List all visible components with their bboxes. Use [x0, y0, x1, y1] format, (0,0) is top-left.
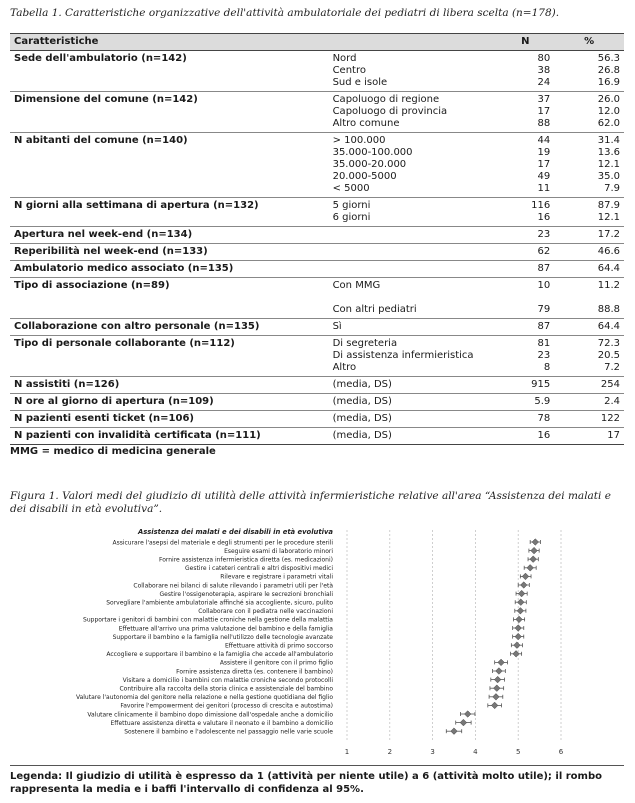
- table-row: [10, 411, 624, 428]
- row-count: 23: [537, 229, 551, 240]
- row-label: Collaborazione con altro personale (n=135): [10, 319, 329, 336]
- row-subcategory: Nord: [332, 53, 357, 64]
- row-subcategory: Altro comune: [332, 118, 400, 129]
- row-count: 23: [537, 350, 551, 361]
- table-row: [10, 394, 624, 411]
- table-row: [10, 198, 624, 227]
- mean-diamond: [498, 659, 505, 666]
- row-subcategory: 20.000-5000: [332, 171, 397, 182]
- mean-diamond: [460, 719, 467, 726]
- row-percent: 13.6: [597, 147, 620, 158]
- row-count: 78: [537, 413, 551, 424]
- row-subcategory: Con MMG: [332, 280, 381, 291]
- row-subcategory: [333, 263, 493, 275]
- mean-diamond: [516, 616, 523, 623]
- row-count-cell: [496, 319, 554, 336]
- row-count-cell: [496, 336, 554, 377]
- row-percent: 16.9: [597, 77, 620, 88]
- row-percent: 12.1: [597, 212, 620, 223]
- mean-diamond: [520, 582, 527, 589]
- row-percent: 87.9: [597, 200, 620, 211]
- row-count: 49: [537, 171, 551, 182]
- row-percent: 64.4: [597, 321, 620, 332]
- header-subcategory: [329, 34, 497, 51]
- row-subcategory-cell: [329, 51, 497, 92]
- row-subcategory-cell: [329, 92, 497, 133]
- row-percent-cell: [554, 336, 624, 377]
- table-row: [10, 428, 624, 445]
- row-subcategory-cell: [329, 227, 497, 244]
- row-percent-cell: [554, 261, 624, 278]
- row-count: 16: [537, 430, 551, 441]
- row-percent: 62.0: [597, 118, 620, 129]
- row-count-cell: [496, 377, 554, 394]
- row-count: 87: [537, 263, 551, 274]
- row-label: Dimensione del comune (n=142): [10, 92, 329, 133]
- table-row: [10, 133, 624, 198]
- row-label: Apertura nel week-end (n=134): [10, 227, 329, 244]
- row-subcategory: > 100.000: [332, 135, 386, 146]
- row-percent: 46.6: [597, 246, 620, 257]
- activity-label: Fornire assistenza infermieristica diretta (es. medicazioni): [158, 556, 333, 564]
- row-subcategory: 6 giorni: [332, 212, 371, 223]
- forest-plot: [8, 522, 628, 757]
- row-subcategory: Sì: [332, 321, 342, 332]
- activity-label: Valutare l'autonomia del genitore nella relazione e nella gestione quotidiana del figlio: [75, 694, 333, 702]
- table-row: [10, 336, 624, 377]
- activity-label: Sostenere il bambino e l'adolescente nel passaggio nelle varie scuole: [124, 728, 333, 736]
- row-count: 81: [537, 338, 551, 349]
- row-subcategory-cell: [329, 319, 497, 336]
- mean-diamond: [530, 556, 537, 563]
- row-subcategory-cell: [329, 428, 497, 445]
- row-percent: 31.4: [597, 135, 620, 146]
- row-subcategory-cell: [329, 244, 497, 261]
- row-count-cell: [496, 261, 554, 278]
- row-count: 116: [531, 200, 551, 211]
- header-percent: %: [554, 34, 624, 51]
- row-count: 17: [537, 159, 551, 170]
- activity-label: Rilevare e registrare i parametri vitali: [220, 573, 333, 581]
- row-subcategory: [333, 292, 493, 304]
- row-label: Reperibilità nel week-end (n=133): [10, 244, 329, 261]
- row-label: N pazienti esenti ticket (n=106): [10, 411, 329, 428]
- x-tick-label: 4: [473, 748, 478, 756]
- x-tick-label: 1: [344, 748, 350, 756]
- row-label: Tipo di associazione (n=89): [10, 278, 329, 319]
- row-label: N ore al giorno di apertura (n=109): [10, 394, 329, 411]
- row-label: Ambulatorio medico associato (n=135): [10, 261, 329, 278]
- activity-label: Effettuare attività di primo soccorso: [224, 642, 333, 650]
- row-count: 17: [537, 106, 551, 117]
- row-subcategory: Capoluogo di provincia: [332, 106, 448, 117]
- table-row: [10, 278, 624, 319]
- row-count-cell: [496, 198, 554, 227]
- row-percent: 88.8: [597, 304, 620, 315]
- row-count: [500, 292, 550, 304]
- row-subcategory-cell: [329, 411, 497, 428]
- row-count: 37: [537, 94, 551, 105]
- row-subcategory: 35.000-100.000: [332, 147, 413, 158]
- row-count: 38: [537, 65, 551, 76]
- row-subcategory-cell: [329, 198, 497, 227]
- header-characteristics: Caratteristiche: [10, 34, 329, 51]
- row-count-cell: [496, 394, 554, 411]
- row-subcategory: 5 giorni: [332, 200, 371, 211]
- row-subcategory: [333, 246, 493, 258]
- activity-label: Gestire l'ossigenoterapia, aspirare le secrezioni bronchiali: [159, 590, 333, 598]
- row-count-cell: [496, 227, 554, 244]
- row-count: 5.9: [534, 396, 551, 407]
- row-count-cell: [496, 92, 554, 133]
- row-percent-cell: [554, 92, 624, 133]
- row-subcategory-cell: [329, 133, 497, 198]
- mean-diamond: [494, 676, 501, 683]
- header-n: N: [496, 34, 554, 51]
- row-percent: 254: [600, 379, 620, 390]
- table-caption: Tabella 1. Caratteristiche organizzative dell'attività ambulatoriale dei pediatri di libera scelta (n=178).: [10, 7, 560, 19]
- row-count: 24: [537, 77, 551, 88]
- row-subcategory: [333, 229, 493, 241]
- row-subcategory: Altro: [332, 362, 357, 373]
- row-count: 19: [537, 147, 551, 158]
- activity-label: Assistere il genitore con il primo figlio: [219, 659, 333, 667]
- row-subcategory: (media, DS): [332, 430, 392, 441]
- row-subcategory-cell: [329, 261, 497, 278]
- row-percent-cell: [554, 51, 624, 92]
- row-count: 79: [537, 304, 551, 315]
- row-percent: 11.2: [597, 280, 620, 291]
- row-count: 80: [537, 53, 551, 64]
- row-percent-cell: [554, 319, 624, 336]
- row-percent: 12.1: [597, 159, 620, 170]
- mean-diamond: [518, 590, 525, 597]
- activity-label: Favorire l'empowerment dei genitori (processo di crescita e autostima): [120, 702, 333, 710]
- row-percent: 26.0: [597, 94, 620, 105]
- row-subcategory: (media, DS): [332, 396, 392, 407]
- table-row: [10, 377, 624, 394]
- table-row: [10, 92, 624, 133]
- row-subcategory: Centro: [332, 65, 366, 76]
- row-label: N assistiti (n=126): [10, 377, 329, 394]
- table-footnote: MMG = medico di medicina generale: [10, 446, 216, 457]
- row-percent: 17: [607, 430, 620, 441]
- row-percent-cell: [554, 198, 624, 227]
- characteristics-table: [10, 33, 624, 445]
- row-subcategory: Con altri pediatri: [332, 304, 417, 315]
- row-percent: 35.0: [597, 171, 620, 182]
- row-percent: 7.9: [604, 183, 620, 194]
- row-percent: 2.4: [604, 396, 620, 407]
- row-count-cell: [496, 133, 554, 198]
- mean-diamond: [464, 711, 471, 718]
- row-count: 8: [543, 362, 551, 373]
- activity-label: Eseguire esami di laboratorio minori: [224, 547, 333, 555]
- table-row: [10, 261, 624, 278]
- row-count-cell: [496, 51, 554, 92]
- row-percent: 12.0: [597, 106, 620, 117]
- row-percent: 56.3: [597, 53, 620, 64]
- mean-diamond: [514, 642, 521, 649]
- row-count: 11: [537, 183, 551, 194]
- row-count: 16: [537, 212, 551, 223]
- row-subcategory: Di assistenza infermieristica: [332, 350, 474, 361]
- activity-label: Contribuire alla raccolta della storia clinica e assistenziale del bambino: [119, 685, 333, 693]
- figure-legend: Legenda: Il giudizio di utilità è espresso da 1 (attività per niente utile) a 6 (attività molto utile); il rombo rappresenta la media e i baffi l'intervallo di confidenza al 95%.: [10, 765, 624, 796]
- row-subcategory-cell: [329, 394, 497, 411]
- row-subcategory: < 5000: [332, 183, 370, 194]
- mean-diamond: [496, 668, 503, 675]
- row-subcategory: Sud e isole: [332, 77, 388, 88]
- row-count: 87: [537, 321, 551, 332]
- table-row: [10, 227, 624, 244]
- activity-label: Supportare i genitori di bambini con malattie croniche nella gestione della malattia: [83, 616, 333, 624]
- activity-label: Visitare a domicilio i bambini con malattie croniche secondo protocolli: [122, 676, 333, 684]
- chart-title: Assistenza dei malati e dei disabili in età evolutiva: [137, 528, 333, 536]
- row-percent-cell: [554, 278, 624, 319]
- mean-diamond: [522, 573, 529, 580]
- row-label: Sede dell'ambulatorio (n=142): [10, 51, 329, 92]
- row-percent-cell: [554, 394, 624, 411]
- row-subcategory: 35.000-20.000: [332, 159, 407, 170]
- row-subcategory: (media, DS): [332, 379, 392, 390]
- row-label: N abitanti del comune (n=140): [10, 133, 329, 198]
- activity-label: Collaborare con il pediatra nelle vaccinazioni: [198, 608, 333, 616]
- row-count-cell: [496, 428, 554, 445]
- activity-label: Supportare il bambino e la famiglia nell'utilizzo delle tecnologie avanzate: [112, 633, 333, 641]
- row-percent: 64.4: [597, 263, 620, 274]
- row-label: Tipo di personale collaborante (n=112): [10, 336, 329, 377]
- mean-diamond: [493, 694, 500, 701]
- row-percent-cell: [554, 428, 624, 445]
- activity-label: Accogliere e supportare il bambino e la famiglia che accede all'ambulatorio: [106, 651, 333, 659]
- table-row: [10, 244, 624, 261]
- mean-diamond: [515, 633, 522, 640]
- row-subcategory-cell: [329, 336, 497, 377]
- mean-diamond: [451, 728, 458, 735]
- row-percent: 7.2: [604, 362, 620, 373]
- row-subcategory: Capoluogo di regione: [332, 94, 440, 105]
- activity-label: Valutare clinicamente il bambino dopo dimissione dall'ospedale anche a domicilio: [87, 711, 333, 719]
- row-percent-cell: [554, 227, 624, 244]
- row-count-cell: [496, 411, 554, 428]
- row-percent: 122: [600, 413, 620, 424]
- figure-caption: Figura 1. Valori medi del giudizio di utilità delle attività infermieristiche relative all'area “Assistenza dei malati e dei disabili in età evolutiva”.: [10, 490, 611, 515]
- row-count-cell: [496, 244, 554, 261]
- row-count: 915: [531, 379, 551, 390]
- row-subcategory-cell: [329, 278, 497, 319]
- row-percent: 20.5: [597, 350, 620, 361]
- activity-label: Fornire assistenza diretta (es. contenere il bambino): [176, 668, 333, 676]
- row-percent-cell: [554, 377, 624, 394]
- mean-diamond: [494, 685, 501, 692]
- row-count-cell: [496, 278, 554, 319]
- row-percent-cell: [554, 244, 624, 261]
- x-tick-label: 5: [515, 748, 521, 756]
- table-header-row: [10, 34, 624, 51]
- row-count: 88: [537, 118, 551, 129]
- row-label: N giorni alla settimana di apertura (n=132): [10, 198, 329, 227]
- row-percent: 26.8: [597, 65, 620, 76]
- activity-label: Assicurare l'asepsi del materiale e degli strumenti per le procedure sterili: [112, 539, 333, 547]
- activity-label: Sorvegliare l'ambiente ambulatoriale affinché sia accogliente, sicuro, pulito: [106, 599, 333, 607]
- mean-diamond: [491, 702, 498, 709]
- mean-diamond: [527, 565, 534, 572]
- row-percent: 72.3: [597, 338, 620, 349]
- activity-label: Effettuare assistenza diretta e valutare il neonato e il bambino a domicilio: [110, 719, 333, 727]
- activity-label: Gestire i cateteri centrali e altri dispositivi medici: [185, 565, 333, 573]
- mean-diamond: [515, 625, 522, 632]
- mean-diamond: [517, 608, 524, 615]
- row-percent-cell: [554, 411, 624, 428]
- row-count: 10: [537, 280, 551, 291]
- row-percent-cell: [554, 133, 624, 198]
- activity-label: Collaborare nei bilanci di salute rilevando i parametri utili per l'età: [133, 582, 333, 590]
- row-subcategory: (media, DS): [332, 413, 392, 424]
- x-tick-label: 6: [558, 748, 564, 756]
- row-count: 62: [537, 246, 551, 257]
- mean-diamond: [532, 539, 539, 546]
- row-percent: 17.2: [597, 229, 620, 240]
- activity-label: Effettuare all'arrivo una prima valutazione del bambino e della famiglia: [118, 625, 333, 633]
- row-subcategory: Di segreteria: [332, 338, 398, 349]
- table-body: [10, 51, 624, 445]
- row-count: 44: [537, 135, 551, 146]
- table-row: [10, 51, 624, 92]
- row-percent: [558, 292, 620, 304]
- x-tick-label: 3: [430, 748, 435, 756]
- mean-diamond: [531, 547, 538, 554]
- row-subcategory-cell: [329, 377, 497, 394]
- table-row: [10, 319, 624, 336]
- x-tick-label: 2: [387, 748, 393, 756]
- row-label: N pazienti con invalidità certificata (n=111): [10, 428, 329, 445]
